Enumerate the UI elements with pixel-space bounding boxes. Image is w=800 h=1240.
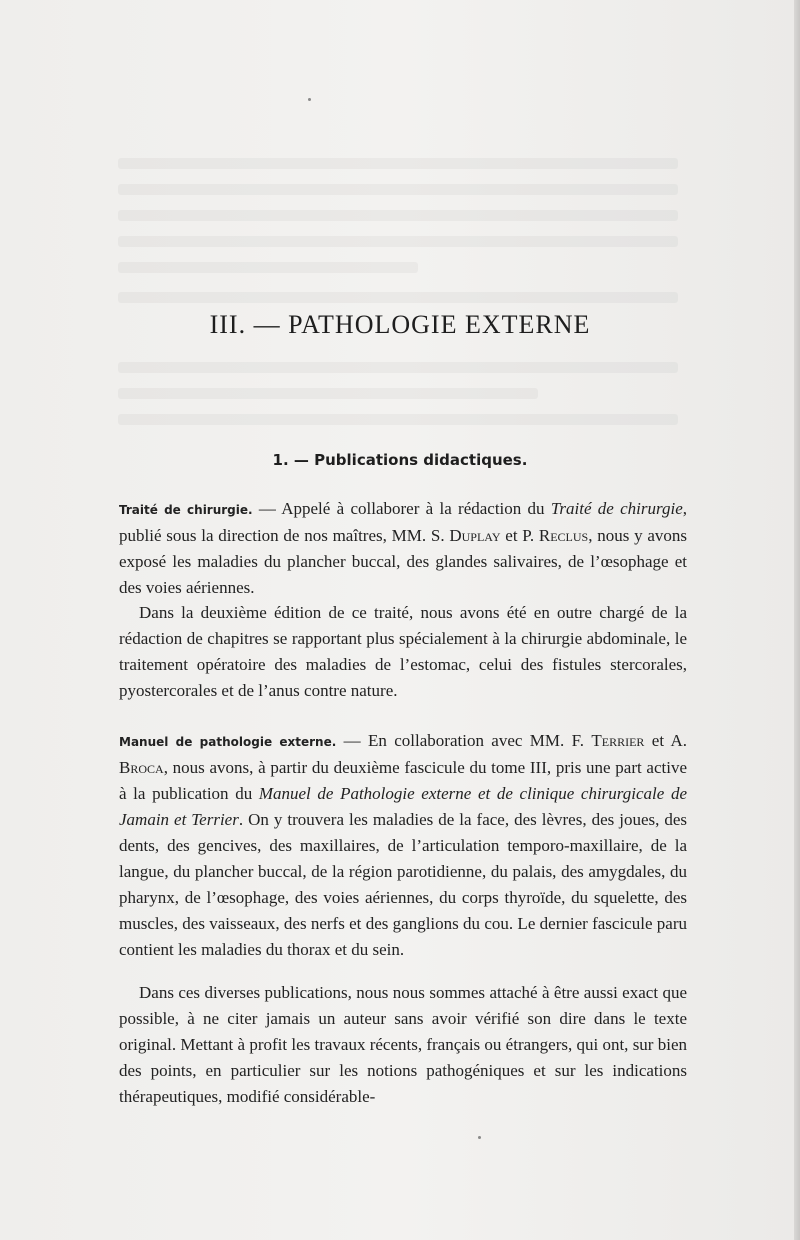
author-name: Reclus (538, 526, 589, 545)
runin-title: Manuel de pathologie externe. (119, 735, 337, 749)
show-through-line (118, 362, 678, 373)
italic-title: Manuel de Pathologie externe et de clinique chirurgicale de Jamain et Terrier (119, 784, 687, 829)
paragraph-manuel-de-pathologie (119, 728, 687, 963)
show-through-line (118, 292, 678, 303)
paragraph-text: — Appelé à collaborer à la rédaction du (252, 499, 551, 518)
paragraph-diverses-publications: Dans ces diverses publications, nous nous sommes attaché à être aussi exact que possible, à ne citer jamais un auteur sans avoir vérifié son dire dans le texte original. Mettant à profit les travaux récents, français ou étrangers, qui ont, sur bien des points, en particulier sur les notions pathogéniques et sur les indications thérapeutiques, modifié considérable- (119, 983, 687, 1106)
show-through-line (118, 262, 418, 273)
show-through-line (118, 210, 678, 221)
page-edge-shadow (794, 0, 800, 1240)
paragraph-text: , nous y avons exposé les maladies du plancher buccal, des glandes salivaires, de l’œsophage et des voies aériennes. (119, 526, 688, 597)
author-name: Duplay (449, 526, 501, 545)
paper-speck (308, 98, 311, 101)
paragraph-text: , nous avons, à partir du deuxième fascicule du tome III, pris une part active à la publication du (119, 758, 687, 803)
author-name: Broca (119, 758, 164, 777)
paragraph-text: et A. (644, 731, 687, 750)
paragraph-text: et P. (500, 526, 539, 545)
paragraph-deuxieme-edition: Dans la deuxième édition de ce traité, nous avons été en outre chargé de la rédaction de chapitres se rapportant plus spécialement à la chirurgie abdominale, le traitement opératoire des maladies de l’estomac, celui des fistules stercorales, pyostercorales et de l’anus contre nature. (119, 603, 687, 700)
paragraph-text: — En collaboration avec MM. F. (336, 731, 592, 750)
show-through-line (118, 236, 678, 247)
paragraph-traite-de-chirurgie (119, 496, 687, 601)
subsection-heading: 1. — Publications didactiques. (272, 451, 528, 469)
show-through-line (118, 184, 678, 195)
author-name: Terrier (591, 731, 645, 750)
runin-title: Traité de chirurgie. (119, 503, 253, 517)
italic-title: Traité de chirurgie (550, 499, 683, 518)
paper-speck (478, 1136, 481, 1139)
show-through-line (118, 414, 678, 425)
show-through-line (118, 388, 538, 399)
paragraph-text: . On y trouvera les maladies de la face, des lèvres, des joues, des dents, des gencives, des maxillaires, de l’articulation temporo-maxillaire, de la langue, du plancher buccal, de la région parotidienne, du palais, des amygdales, du pharynx, de l’œsophage, des voies aériennes, du corps thyroïde, du squelette, des muscles, des vaisseaux, des nerfs et des ganglions du cou. Le dernier fascicule paru contient les maladies du thorax et du sein. (119, 810, 687, 959)
show-through-line (118, 158, 678, 169)
paragraph-text: , publié sous la direction de nos maîtres, MM. S. (119, 499, 687, 545)
section-heading: III. — PATHOLOGIE EXTERNE (209, 310, 591, 339)
